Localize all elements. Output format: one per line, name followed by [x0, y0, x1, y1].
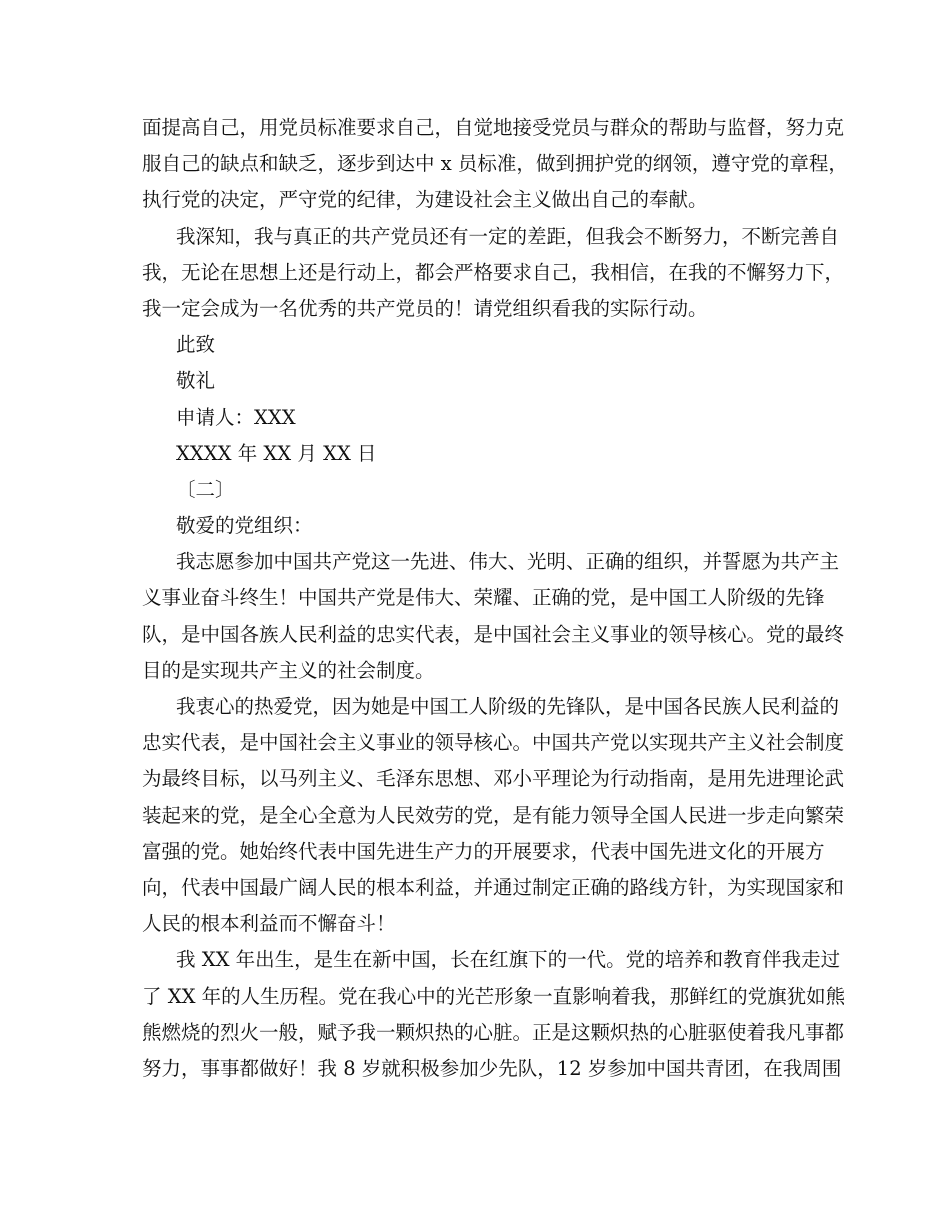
text-line: 我衷心的热爱党，因为她是中国工人阶级的先锋队，是中国各民族人民利益的	[176, 695, 840, 718]
text-line: 我 XX 年出生，是生在新中国，长在红旗下的一代。党的培养和教育伴我走过	[176, 948, 841, 972]
text-line: 向，代表中国最广阔人民的根本利益，并通过制定正确的路线方针，为实现国家和	[142, 875, 845, 899]
text-line: 服自己的缺点和缺乏，逐步到达中 x 员标准，做到拥护党的纲领，遵守党的章程，	[142, 152, 848, 176]
text-line: 了 XX 年的人生历程。党在我心中的光芒形象一直影响着我，那鲜红的党旗犹如熊	[142, 984, 846, 1008]
closing-salutation: 此致	[176, 333, 216, 357]
text-line: 队，是中国各族人民利益的忠实代表，是中国社会主义事业的领导核心。党的最终	[142, 622, 845, 646]
text-line: 面提高自己，用党员标准要求自己，自觉地接受党员与群众的帮助与监督，努力克	[142, 116, 845, 139]
text-line: 为最终目标，以马列主义、毛泽东思想、邓小平理论为行动指南，是用先进理论武	[142, 767, 845, 791]
text-line: 义事业奋斗终生！中国共产党是伟大、荣耀、正确的党，是中国工人阶级的先锋	[142, 586, 825, 610]
text-line: 装起来的党，是全心全意为人民效劳的党，是有能力领导全国人民进一步走向繁荣	[142, 803, 845, 827]
text-line: 我，无论在思想上还是行动上，都会严格要求自己，我相信，在我的不懈努力下，	[142, 260, 845, 284]
applicant-name: 申请人：XXX	[176, 405, 296, 429]
text-line: 我深知，我与真正的共产党员还有一定的差距，但我会不断努力，不断完善自	[176, 224, 840, 248]
text-line: 熊燃烧的烈火一般，赋予我一颗炽热的心脏。正是这颗炽热的心脏驱使着我凡事都	[142, 1020, 845, 1044]
text-line: 努力，事事都做好！我 8 岁就积极参加少先队，12 岁参加中国共青团，在我周围	[142, 1056, 842, 1080]
text-line: 忠实代表，是中国社会主义事业的领导核心。中国共产党以实现共产主义社会制度	[142, 731, 845, 755]
text-line: 我一定会成为一名优秀的共产党员的！请党组织看我的实际行动。	[142, 296, 708, 320]
text-line: 执行党的决定，严守党的纪律，为建设社会主义做出自己的奉献。	[142, 188, 708, 212]
text-line: 富强的党。她始终代表中国先进生产力的开展要求，代表中国先进文化的开展方	[142, 839, 825, 863]
letter-greeting: 敬爱的党组织：	[176, 514, 313, 538]
text-line: 我志愿参加中国共产党这一先进、伟大、光明、正确的组织，并誓愿为共产主	[176, 550, 840, 574]
text-line: 人民的根本利益而不懈奋斗！	[142, 912, 396, 936]
application-date: XXXX 年 XX 月 XX 日	[176, 441, 377, 465]
section-heading: 〔二〕	[176, 477, 235, 501]
text-line: 目的是实现共产主义的社会制度。	[142, 658, 435, 682]
closing-regards: 敬礼	[176, 369, 216, 393]
document-body	[142, 110, 848, 1087]
